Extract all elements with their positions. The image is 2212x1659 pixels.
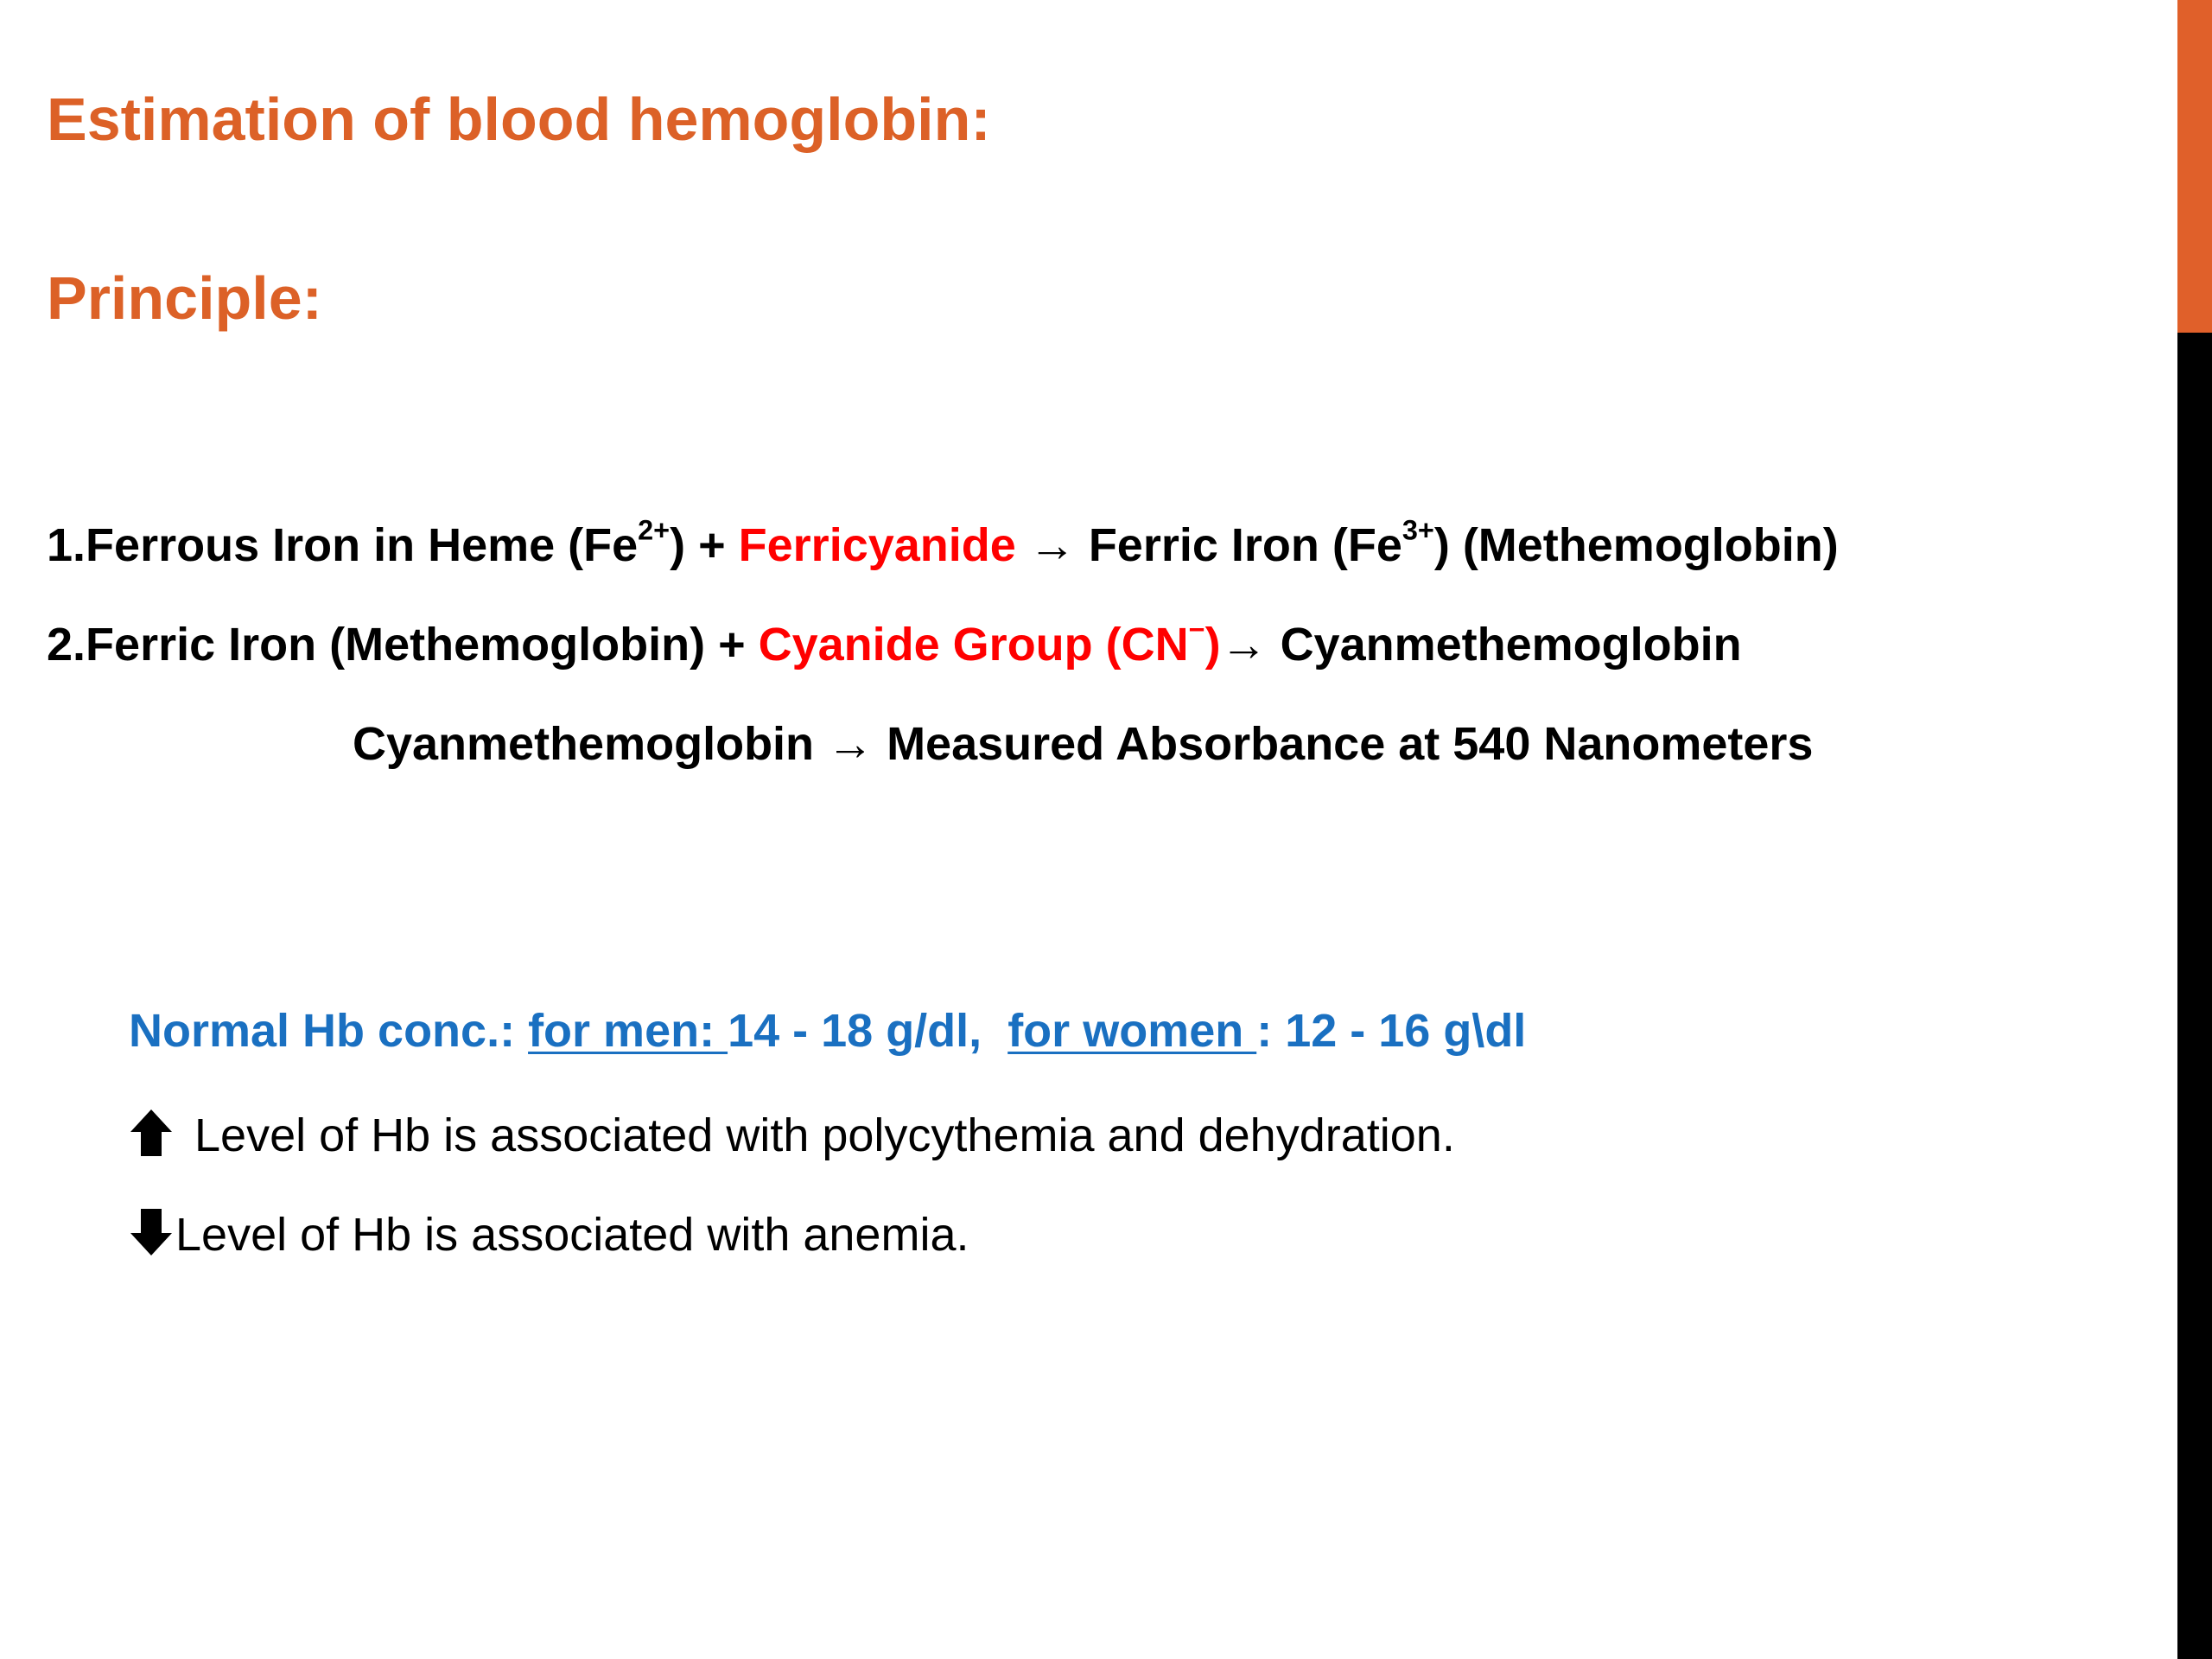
reaction-1-number: 1. bbox=[47, 519, 86, 571]
range-gap bbox=[982, 1005, 1007, 1057]
reaction-1-reactant-charge: 2+ bbox=[638, 514, 671, 546]
reaction-1-product-close: ) (Methemoglobin) bbox=[1433, 519, 1839, 571]
reaction-2-arrow: → bbox=[1220, 619, 1281, 671]
reaction-1-plus: + bbox=[685, 519, 739, 571]
reaction-1-reagent: Ferricyanide bbox=[738, 519, 1016, 571]
sidebar-accent-stripe bbox=[2177, 0, 2212, 333]
arrow-down-icon bbox=[129, 1207, 174, 1257]
reaction-2-reagent-charge: − bbox=[1188, 613, 1205, 645]
clinical-note-decrease-text: Level of Hb is associated with anemia. bbox=[175, 1209, 969, 1261]
reaction-2 bbox=[47, 613, 1742, 671]
clinical-note-increase bbox=[129, 1108, 1455, 1159]
normal-hb-label: Normal Hb conc.: bbox=[129, 1005, 529, 1057]
women-label: for women bbox=[1007, 1005, 1257, 1057]
reaction-3 bbox=[353, 718, 1814, 770]
reaction-2-reactant: Ferric Iron (Methemoglobin) bbox=[86, 619, 706, 671]
reaction-3-subject: Cyanmethemoglobin bbox=[353, 718, 815, 770]
reaction-2-reagent-text: Cyanide Group (CN bbox=[758, 619, 1189, 671]
reaction-3-arrow: → bbox=[814, 718, 887, 770]
reaction-1-reactant-close: ) bbox=[670, 519, 686, 571]
slide-title: Estimation of blood hemoglobin: bbox=[47, 86, 991, 153]
men-range-value: 14 - 18 g/dl, bbox=[728, 1005, 982, 1057]
principle-heading: Principle: bbox=[47, 264, 322, 332]
normal-hb-range bbox=[129, 1005, 1527, 1057]
clinical-note-decrease bbox=[129, 1207, 969, 1261]
reaction-2-number: 2. bbox=[47, 619, 86, 671]
reaction-2-reagent bbox=[758, 613, 1221, 671]
women-range-value: : 12 - 16 g\dl bbox=[1256, 1005, 1527, 1057]
arrow-up-icon bbox=[129, 1108, 174, 1158]
men-label: for men: bbox=[528, 1005, 728, 1057]
clinical-note-increase-text: Level of Hb is associated with polycythemia and dehydration. bbox=[194, 1109, 1455, 1161]
reaction-1-arrow: → bbox=[1015, 519, 1089, 571]
reaction-2-plus: + bbox=[705, 619, 759, 671]
reaction-1-product-charge: 3+ bbox=[1402, 514, 1434, 546]
reaction-1-product: Ferric Iron (Fe bbox=[1088, 519, 1402, 571]
reaction-1-reactant: Ferrous Iron in Heme (Fe bbox=[86, 519, 639, 571]
reaction-3-result: Measured Absorbance at 540 Nanometers bbox=[887, 718, 1814, 770]
reaction-1 bbox=[47, 514, 1839, 571]
reaction-2-product: Cyanmethemoglobin bbox=[1280, 619, 1742, 671]
reaction-2-reagent-close: ) bbox=[1205, 619, 1221, 671]
